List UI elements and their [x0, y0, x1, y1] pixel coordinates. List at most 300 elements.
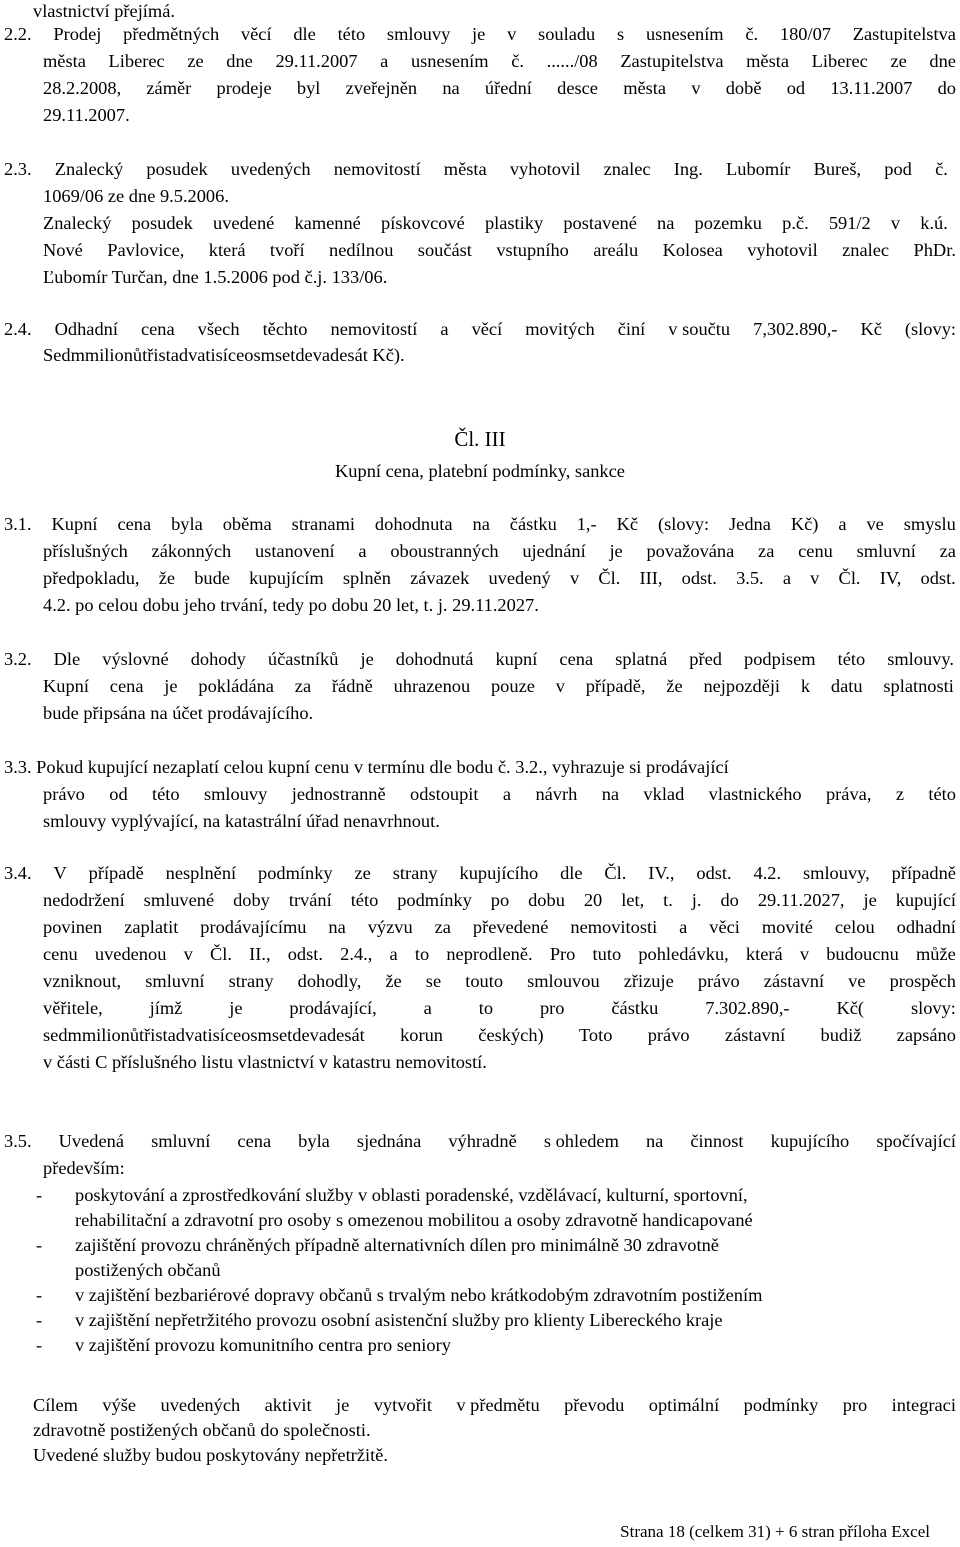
word: kupujícího [770, 1131, 850, 1151]
word: právo [647, 1025, 690, 1045]
paragraph-3-4-line [4, 861, 956, 886]
word: Dle [53, 649, 81, 669]
word: vlastnického [708, 784, 802, 804]
word: ve [866, 514, 884, 534]
word: věcí [471, 319, 503, 339]
word: věci [709, 917, 740, 937]
word: 29.11.2027, [757, 890, 845, 910]
word: předmětných [123, 24, 220, 44]
word: s ohledem [543, 1131, 619, 1151]
word: době [725, 78, 762, 98]
word: uvedených [160, 1395, 241, 1415]
word: této [928, 784, 956, 804]
word: korun [400, 1025, 443, 1045]
word: aktivit [264, 1395, 312, 1415]
word: stranami [291, 514, 355, 534]
paragraph-3-4-line: v části C příslušného listu vlastnictví v katastru nemovitostí. [43, 1052, 487, 1072]
word: Znalecký [43, 213, 112, 233]
word: 28.2.2008, [43, 78, 122, 98]
paragraph-2-2-line [43, 49, 956, 74]
word: PhDr. [913, 240, 956, 260]
word: nedodržení [43, 890, 125, 910]
closing-line [33, 1393, 956, 1418]
word: uvedených [230, 159, 311, 179]
word: 4.2. [753, 863, 782, 883]
word: že [666, 676, 683, 696]
paragraph-2-2-line [4, 22, 956, 47]
word: slovy: [910, 998, 956, 1018]
word: prodeje [216, 78, 272, 98]
section-subtitle: Kupní cena, platební podmínky, sankce [335, 461, 625, 481]
word: uvedenou [94, 944, 167, 964]
word: se [425, 971, 442, 991]
word: za [294, 676, 312, 696]
word: těchto [262, 319, 308, 339]
word: je [472, 24, 486, 44]
bullet-text: v zajištění provozu komunitního centra pro seniory [75, 1335, 451, 1355]
paragraph-2-2-line: 29.11.2007. [43, 105, 130, 125]
word: v [810, 568, 820, 588]
word: odstoupit [410, 784, 479, 804]
word: Kč( [836, 998, 865, 1018]
word: ....../08 [546, 51, 598, 71]
word: pod [884, 159, 912, 179]
word: na [472, 514, 490, 534]
word: v [569, 568, 580, 588]
word: součást [417, 240, 472, 260]
word: záměr [146, 78, 192, 98]
word: v [183, 944, 193, 964]
word: vstupního [496, 240, 569, 260]
word: Jedna [729, 514, 771, 534]
word: ze [354, 863, 371, 883]
word: a [679, 917, 688, 937]
word: č. [935, 159, 948, 179]
word: pískovcové [381, 213, 465, 233]
paragraph-3-1-line: 4.2. po celou dobu jeho trvání, tedy po dobu 20 let, t. j. 29.11.2027. [43, 595, 539, 615]
word: t. [663, 890, 673, 910]
word: města [443, 159, 487, 179]
word: smlouvy [203, 784, 268, 804]
word: úřední [484, 78, 532, 98]
word: budiž [820, 1025, 862, 1045]
word: Čl. [604, 863, 627, 883]
text-line: vlastnictví přejímá. [33, 1, 175, 21]
bullet-dash: - [36, 1310, 43, 1330]
word: 3.5. [4, 1131, 32, 1151]
word: Kolosea [662, 240, 723, 260]
word: která [745, 944, 783, 964]
word: zástavní [763, 971, 825, 991]
word: vzniknout, [43, 971, 122, 991]
paragraph-3-5-line: především: [43, 1158, 125, 1178]
paragraph-3-4-line [43, 915, 956, 940]
word: znalec [603, 159, 651, 179]
word: cenu [798, 541, 833, 561]
word: převodu [564, 1395, 625, 1415]
word: případě, [585, 676, 646, 696]
word: věřitele, [43, 998, 103, 1018]
word: a [838, 514, 847, 534]
word: zveřejněn [345, 78, 418, 98]
word: že [158, 568, 176, 588]
word: bude [194, 568, 230, 588]
word: usnesením [410, 51, 489, 71]
paragraph-3-3-line: 3.3. Pokud kupující nezaplatí celou kupní cenu v termínu dle bodu č. 3.2., vyhrazuje si prodávající [4, 757, 729, 777]
word: podpisem [744, 649, 816, 669]
word: pro [842, 1395, 868, 1415]
word: 7,302.890,- [753, 319, 838, 339]
word: předpokladu, [43, 568, 140, 588]
word: na [645, 1131, 664, 1151]
word: k [800, 676, 811, 696]
paragraph-3-3-line: smlouvy vyplývající, na katastrální úřad nenavrhnout. [43, 811, 440, 831]
word: Čl. [598, 568, 621, 588]
word: Toto [578, 1025, 613, 1045]
word: smlouvy. [887, 649, 954, 669]
word: smluvní [145, 971, 205, 991]
word: zřizuje [623, 971, 674, 991]
word: ze [890, 51, 907, 71]
section-title: Čl. III [454, 427, 506, 451]
word: Cílem [33, 1395, 78, 1415]
bullet-text: postižených občanů [75, 1260, 221, 1280]
paragraph-3-5-line [4, 1129, 956, 1154]
word: a [782, 568, 791, 588]
word: trvání [288, 890, 332, 910]
word: dne [929, 51, 956, 71]
word: zapsáno [896, 1025, 956, 1045]
word: Uvedená [58, 1131, 125, 1151]
word: v součtu [668, 319, 731, 339]
word: smluvní [856, 541, 916, 561]
word: z [895, 784, 904, 804]
word: výslovné [102, 649, 169, 669]
word: sjednána [356, 1131, 422, 1151]
word: Lubomír [726, 159, 791, 179]
word: Znalecký [54, 159, 124, 179]
word: byla [298, 1131, 330, 1151]
word: 3.4. [4, 863, 32, 883]
word: Nové [43, 240, 83, 260]
word: ujednání [522, 541, 586, 561]
page-footer: Strana 18 (celkem 31) + 6 stran příloha Excel [620, 1522, 930, 1541]
word: Odhadní [54, 319, 118, 339]
word: (slovy: [657, 514, 710, 534]
paragraph-2-3-line [4, 157, 948, 182]
bullet-text: rehabilitační a zdravotní pro osoby s omezenou mobilitou a osoby zdravotně handicapované [75, 1210, 753, 1230]
word: byla [171, 514, 203, 534]
word: jednostranně [291, 784, 386, 804]
word: II., [249, 944, 271, 964]
word: datu [830, 676, 863, 696]
word: nemovitostí [330, 319, 418, 339]
word: je [609, 541, 623, 561]
word: Čl. [209, 944, 232, 964]
word: v [555, 676, 565, 696]
word: českých) [478, 1025, 544, 1045]
word: 180/07 [779, 24, 831, 44]
word: k.ú. [920, 213, 948, 233]
word: j. [691, 890, 702, 910]
word: cena [559, 649, 594, 669]
word: kupujícího [459, 863, 539, 883]
word: 1,- [576, 514, 597, 534]
word: dle [293, 24, 316, 44]
word: cena [237, 1131, 272, 1151]
closing-line: Uvedené služby budou poskytovány nepřetržitě. [33, 1445, 388, 1465]
word: 2.3. [4, 159, 32, 179]
word: této [337, 24, 366, 44]
word: splatnosti [883, 676, 954, 696]
word: dohody [190, 649, 246, 669]
word: a [502, 784, 512, 804]
word: Kč [616, 514, 639, 534]
word: strany [228, 971, 274, 991]
word: povinen [43, 917, 103, 937]
word: města [43, 51, 86, 71]
word: č. [511, 51, 524, 71]
word: movité [761, 917, 813, 937]
word: 3.1. [4, 514, 32, 534]
paragraph-3-2-line: bude připsána na účet prodávajícího. [43, 703, 314, 723]
word: právo [697, 971, 740, 991]
word: odst. [287, 944, 323, 964]
word: příslušných [43, 541, 128, 561]
word: za [758, 541, 775, 561]
word: kamenné [294, 213, 361, 233]
word: Zastupitelstva [852, 24, 956, 44]
word: částku [611, 998, 659, 1018]
word: po [490, 890, 510, 910]
word: III, [639, 568, 663, 588]
word: cena [117, 514, 152, 534]
word: výše [102, 1395, 137, 1415]
word: věcí [240, 24, 272, 44]
word: budoucnu [826, 944, 899, 964]
paragraph-2-3-line: 1069/06 ze dne 9.5.2006. [43, 186, 229, 206]
word: optimální [648, 1395, 720, 1415]
word: nemovitostí [333, 159, 421, 179]
word: Prodej [53, 24, 102, 44]
word: Kč) [790, 514, 819, 534]
word: vklad [643, 784, 685, 804]
word: posudek [131, 213, 193, 233]
word: převedené [472, 917, 549, 937]
word: jímž [149, 998, 183, 1018]
word: od [786, 78, 806, 98]
word: právo [43, 784, 85, 804]
word: oběma [222, 514, 272, 534]
word: let, [621, 890, 645, 910]
word: v [799, 944, 810, 964]
word: 29.11.2007 [275, 51, 358, 71]
word: na [601, 784, 620, 804]
word: do [937, 78, 956, 98]
word: (slovy: [904, 319, 956, 339]
word: to [414, 944, 430, 964]
word: nemovitosti [570, 917, 658, 937]
word: prodávající, [289, 998, 377, 1018]
word: řádně [331, 676, 373, 696]
word: 2.4. [4, 319, 32, 339]
word: plastiky [484, 213, 544, 233]
bullet-dash: - [36, 1285, 43, 1305]
word: výzvu [367, 917, 413, 937]
word: vytvořit [373, 1395, 432, 1415]
word: kupujícím [249, 568, 324, 588]
word: dohodnutá [395, 649, 474, 669]
paragraph-2-2-line [43, 76, 956, 101]
word: sedmmilionůtřistadvatisíceosmsetdevadesát [43, 1025, 365, 1045]
word: v [890, 213, 901, 233]
word: je [360, 649, 374, 669]
word: Kupní [51, 514, 98, 534]
word: prospěch [889, 971, 956, 991]
word: ustanovení [254, 541, 335, 561]
word: Liberec [811, 51, 868, 71]
paragraph-2-4-line: Sedmmilionůtřistadvatisíceosmsetdevadesát Kč). [43, 345, 405, 365]
word: a [380, 51, 389, 71]
paragraph-3-4-line [43, 996, 956, 1021]
word: města [623, 78, 667, 98]
word: činí [617, 319, 646, 339]
bullet-text: zajištění provozu chráněných případně alternativních dílen pro minimálně 30 zdravotně [75, 1235, 719, 1255]
word: kupující [895, 890, 956, 910]
word: smluvní [151, 1131, 211, 1151]
bullet-text: v zajištění nepřetržitého provozu osobní asistenční služby pro klienty Libereckého kraje [75, 1310, 723, 1330]
paragraph-2-3-line [43, 211, 948, 236]
word: to [478, 998, 494, 1018]
word: této [152, 784, 180, 804]
word: dle [560, 863, 583, 883]
word: účastníků [267, 649, 339, 669]
word: je [164, 676, 178, 696]
word: odst. [920, 568, 956, 588]
word: Bureš, [813, 159, 862, 179]
word: zákonných [151, 541, 232, 561]
word: Liberec [108, 51, 165, 71]
word: pokládána [198, 676, 274, 696]
word: splatná [615, 649, 668, 669]
word: 2.2. [4, 24, 32, 44]
word: práva, [825, 784, 872, 804]
word: za [434, 917, 451, 937]
word: pro [539, 998, 565, 1018]
word: že [385, 971, 402, 991]
word: odst. [681, 568, 717, 588]
word: znalec [842, 240, 890, 260]
word: Čl. [838, 568, 861, 588]
word: strany [392, 863, 438, 883]
word: která [208, 240, 246, 260]
word: usnesením [645, 24, 724, 44]
paragraph-3-1-line [4, 512, 956, 537]
word: před [689, 649, 722, 669]
word: V [53, 863, 67, 883]
word: uvedený [488, 568, 551, 588]
word: činnost [690, 1131, 744, 1151]
word: zástavní [724, 1025, 786, 1045]
word: Kč [860, 319, 882, 339]
bullet-dash: - [36, 1185, 43, 1205]
word: zaplatit [124, 917, 179, 937]
word: cenu [43, 944, 78, 964]
word: tvoří [269, 240, 305, 260]
word: částku [509, 514, 557, 534]
word: splněn [342, 568, 391, 588]
word: všech [197, 319, 240, 339]
word: movitých [525, 319, 595, 339]
word: byl [296, 78, 321, 98]
word: je [336, 1395, 350, 1415]
word: 591/2 [828, 213, 871, 233]
paragraph-3-3-line [43, 782, 956, 807]
word: na [657, 213, 675, 233]
word: nedílnou [329, 240, 394, 260]
word: integraci [891, 1395, 956, 1415]
paragraph-3-1-line [43, 539, 956, 564]
word: uvedené [213, 213, 275, 233]
word: případě [88, 863, 144, 883]
word: cena [140, 319, 175, 339]
paragraph-3-4-line [43, 888, 956, 913]
bullet-dash: - [36, 1335, 43, 1355]
bullet-text: v zajištění bezbariérové dopravy občanů s trvalým nebo krátkodobým zdravotním postižením [75, 1285, 763, 1305]
word: návrh [535, 784, 578, 804]
word: podmínky [258, 863, 333, 883]
word: dobu [528, 890, 565, 910]
word: 2.4., [340, 944, 373, 964]
word: 3.5. [736, 568, 764, 588]
bullet-text: poskytování a zprostředkování služby v oblasti poradenské, vzdělávací, kulturní, sportovní, [75, 1185, 748, 1205]
word: města [746, 51, 790, 71]
word: smlouvou [527, 971, 600, 991]
word: postavené [563, 213, 637, 233]
word: celou [834, 917, 875, 937]
word: smyslu [903, 514, 956, 534]
paragraph-3-4-line [43, 969, 956, 994]
word: na [442, 78, 460, 98]
word: Kupní [43, 676, 89, 696]
word: podmínky [743, 1395, 819, 1415]
word: oboustranných [390, 541, 499, 561]
word: ze [187, 51, 204, 71]
word: uhrazenou [393, 676, 471, 696]
word: kupní [495, 649, 538, 669]
word: 13.11.2007 [830, 78, 913, 98]
word: smlouvy, [802, 863, 870, 883]
word: za [939, 541, 956, 561]
word: 3.2. [4, 649, 32, 669]
word: je [863, 890, 877, 910]
word: a [440, 319, 449, 339]
word: této [837, 649, 866, 669]
word: závazek [410, 568, 470, 588]
word: souladu [538, 24, 596, 44]
word: 7.302.890,- [705, 998, 790, 1018]
word: IV., [648, 863, 675, 883]
paragraph-3-4-line [43, 1023, 956, 1048]
paragraph-3-2-line [4, 647, 954, 672]
word: případně [891, 863, 956, 883]
word: vyhotovil [747, 240, 818, 260]
word: do [720, 890, 739, 910]
word: odst. [696, 863, 732, 883]
word: areálu [593, 240, 639, 260]
word: nesplnění [165, 863, 237, 883]
word: tuto [592, 944, 622, 964]
